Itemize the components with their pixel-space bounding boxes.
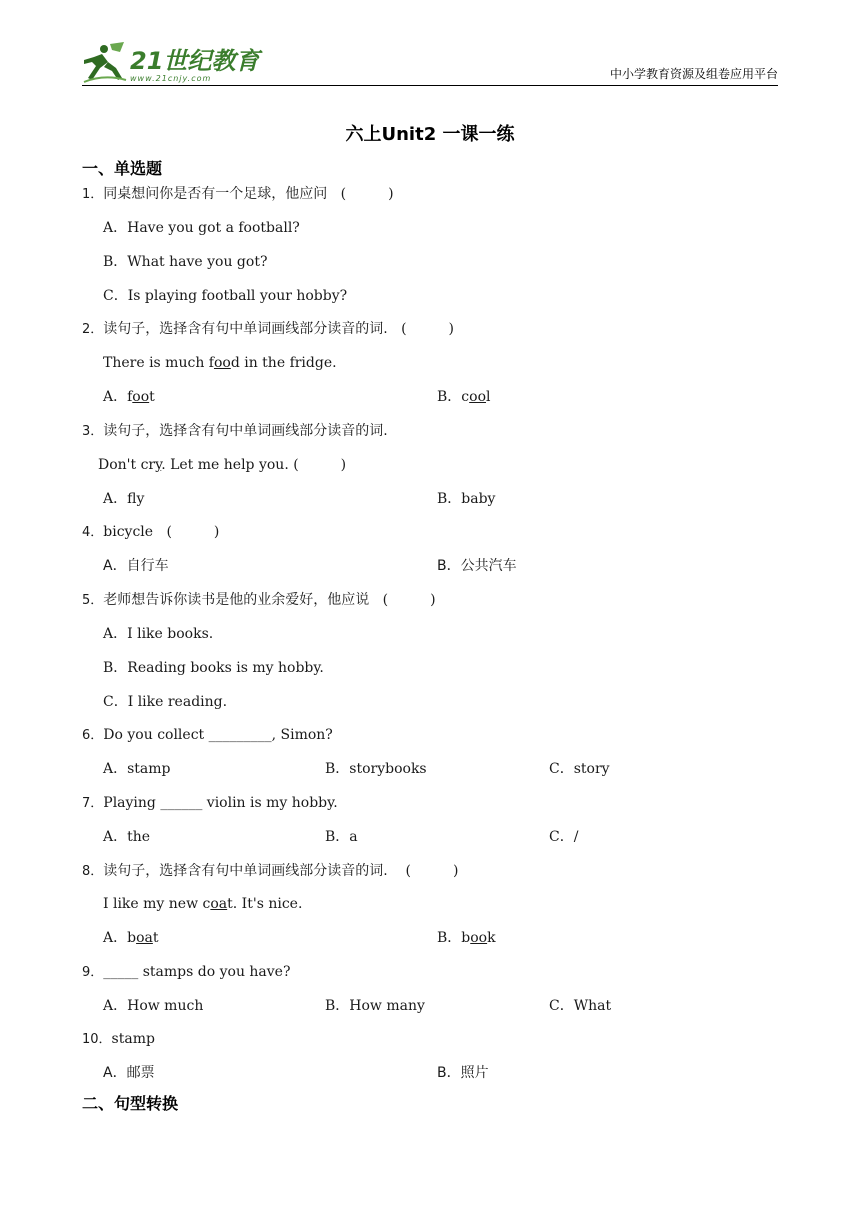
q5-option-b[interactable]: B．Reading books is my hobby.	[103, 660, 324, 676]
option-part: l	[486, 389, 491, 405]
option-part: A．f	[103, 389, 133, 405]
q1-option-a[interactable]: A．Have you got a football?	[103, 220, 300, 236]
underlined-letters: oo	[470, 930, 488, 946]
underlined-letters: oo	[469, 389, 486, 405]
answer-blank: ( )	[166, 524, 220, 540]
q9-option-b[interactable]: B．How many	[325, 998, 425, 1014]
logo-main-text: 21世纪教育	[130, 47, 260, 75]
sentence-part: d in the fridge.	[230, 355, 337, 371]
question-text: bicycle	[103, 524, 154, 540]
q7-option-b[interactable]: B．a	[325, 829, 358, 845]
sentence-part: . Let me help you. ( )	[161, 457, 347, 473]
underlined-letters: oa	[210, 896, 228, 912]
question-number: 10．	[82, 1032, 112, 1047]
question-text: 读句子，选择含有句中单词画线部分读音的词.	[103, 423, 388, 439]
q9-option-a[interactable]: A．How much	[103, 998, 204, 1014]
platform-label: 中小学教育资源及组卷应用平台	[609, 67, 778, 81]
option-part: B．b	[437, 930, 471, 946]
question-text: 读句子，选择含有句中单词画线部分读音的词.	[103, 321, 388, 337]
q10-option-b[interactable]: B．照片	[437, 1065, 489, 1081]
page-header	[82, 38, 778, 86]
q4-option-a[interactable]: A．自行车	[103, 558, 169, 574]
logo-url-text: www.21cnjy.com	[130, 74, 212, 83]
q5-option-a[interactable]: A．I like books.	[103, 626, 214, 642]
question-text: 同桌想问你是否有一个足球，他应问	[103, 186, 328, 202]
question-text: Playing ______ violin is my hobby.	[103, 795, 338, 811]
q1-option-c[interactable]: C．Is playing football your hobby?	[103, 288, 348, 304]
question-text: _____ stamps do you have?	[103, 964, 291, 980]
q2-option-a[interactable]	[103, 388, 155, 406]
q2-option-b[interactable]	[437, 388, 490, 406]
sentence-part: Don't cr	[98, 457, 156, 473]
question-text: 读句子，选择含有句中单词画线部分读音的词.	[103, 863, 388, 879]
answer-blank: ( )	[401, 321, 455, 337]
question-number: 1．	[82, 187, 104, 202]
option-part: t	[149, 389, 155, 405]
option-part: B．c	[437, 389, 470, 405]
question-4	[82, 523, 219, 542]
option-part: t	[152, 930, 159, 946]
answer-blank: ( )	[340, 186, 394, 202]
sentence-part: There is much f	[103, 355, 214, 371]
question-number: 6．	[82, 728, 104, 743]
q4-option-b[interactable]: B．公共汽车	[437, 558, 517, 574]
runner-logo-icon	[82, 40, 128, 84]
q6-option-a[interactable]: A．stamp	[103, 761, 171, 777]
q6-option-b[interactable]: B．storybooks	[325, 761, 427, 777]
q2-sentence	[103, 354, 337, 372]
q10-option-a[interactable]: A．邮票	[103, 1065, 155, 1081]
answer-blank: ( )	[382, 592, 436, 608]
question-number: 9．	[82, 965, 104, 980]
q3-option-b[interactable]: B．baby	[437, 491, 496, 507]
page-title: 六上Unit2 一课一练	[345, 124, 515, 145]
question-text: 老师想告诉你读书是他的业余爱好，他应说	[103, 592, 370, 608]
question-text: stamp	[111, 1031, 155, 1047]
section-heading-sentence-transform: 二、句型转换	[82, 1094, 179, 1113]
question-10	[82, 1030, 155, 1049]
q8-option-a[interactable]	[103, 929, 159, 947]
section-heading-single-choice: 一、单选题	[82, 159, 163, 178]
option-part: A．b	[103, 930, 137, 946]
q9-option-c[interactable]: C．What	[549, 998, 612, 1014]
question-number: 7．	[82, 796, 104, 811]
question-number: 5．	[82, 593, 104, 608]
q7-option-c[interactable]: C．/	[549, 829, 579, 845]
question-number: 4．	[82, 525, 104, 540]
underlined-letters: oo	[213, 355, 231, 371]
q3-sentence	[98, 456, 346, 474]
q6-option-c[interactable]: C．story	[549, 761, 610, 777]
sentence-part: I like my new c	[103, 896, 211, 912]
underlined-letters: oo	[132, 389, 150, 405]
question-2	[82, 320, 454, 339]
question-number: 8．	[82, 864, 104, 879]
q8-option-b[interactable]	[437, 929, 496, 947]
underlined-letters: y	[155, 457, 162, 473]
q7-option-a[interactable]: A．the	[103, 829, 151, 845]
question-3	[82, 422, 388, 441]
q8-sentence	[103, 895, 302, 913]
answer-blank: ( )	[405, 863, 459, 879]
question-7	[82, 794, 338, 813]
q3-option-a[interactable]: A．fly	[103, 491, 145, 507]
question-1	[82, 185, 394, 204]
sentence-part: t. It's nice.	[227, 896, 303, 912]
question-9	[82, 963, 290, 982]
question-5	[82, 591, 436, 610]
question-number: 2．	[82, 322, 104, 337]
question-text: Do you collect _________, Simon?	[103, 727, 333, 743]
q1-option-b[interactable]: B．What have you got?	[103, 254, 268, 270]
q5-option-c[interactable]: C．I like reading.	[103, 694, 228, 710]
logo	[82, 38, 259, 84]
underlined-letters: oa	[136, 930, 153, 946]
question-number: 3．	[82, 424, 104, 439]
question-8	[82, 862, 458, 881]
question-6	[82, 726, 333, 745]
option-part: k	[487, 930, 496, 946]
header-divider	[82, 85, 778, 86]
